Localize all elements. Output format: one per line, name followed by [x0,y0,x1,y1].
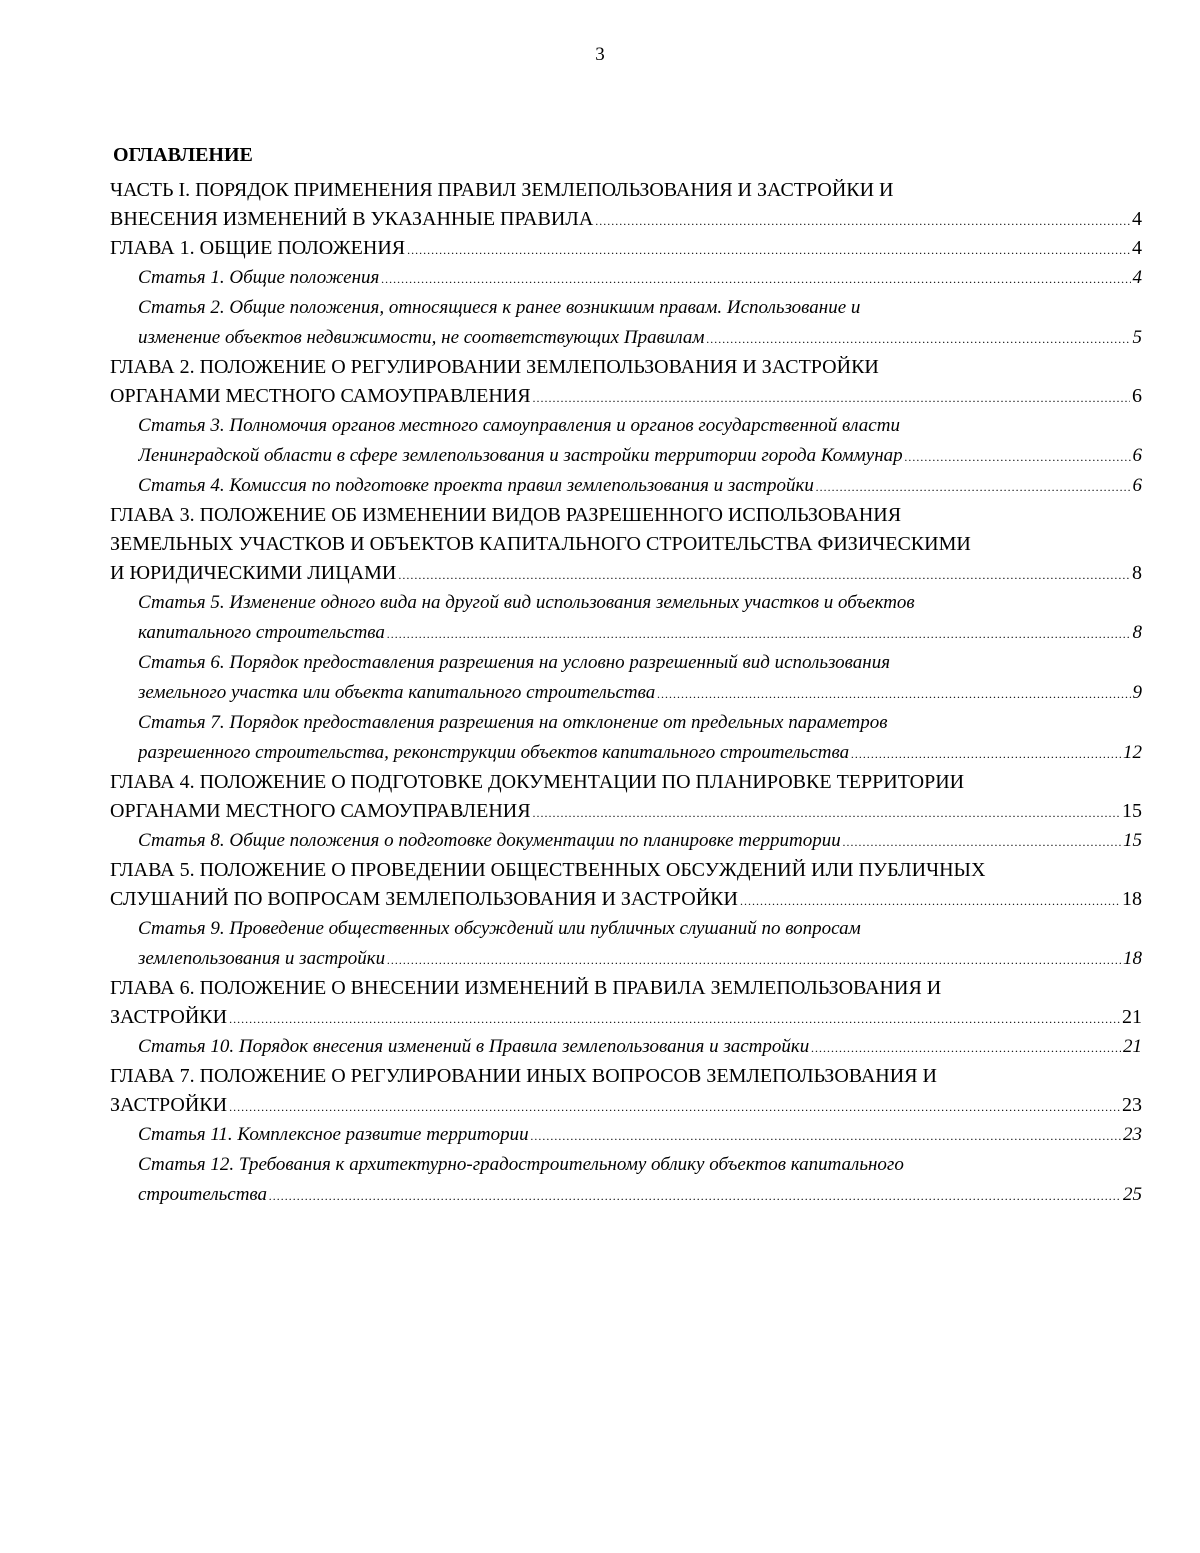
toc-entry-article[interactable] [110,471,1142,501]
toc-entry-page: 21 [1122,1006,1142,1028]
dot-leader [398,561,1130,588]
toc-entry-page: 21 [1123,1036,1142,1057]
toc-entry-line [138,441,1142,471]
toc-entry-line [138,263,1142,293]
toc-entry-page: 15 [1122,800,1142,822]
toc-entry-line [138,1032,1142,1062]
dot-leader [387,945,1121,974]
toc-title: ОГЛАВЛЕНИЕ [113,144,253,166]
page-number: 3 [595,44,605,65]
dot-leader [843,827,1121,856]
dot-leader [851,739,1121,768]
toc-entry-page: 18 [1122,888,1142,910]
toc-entry-text: изменение объектов недвижимости, не соответствующих Правилам [138,327,705,348]
toc-entry-page: 15 [1123,830,1142,851]
toc-entry-text: Статья 10. Порядок внесения изменений в Правила землепользования и застройки [138,1036,810,1057]
toc-entry-text: ВНЕСЕНИЯ ИЗМЕНЕНИЙ В УКАЗАННЫЕ ПРАВИЛА [110,208,594,230]
toc-entry-text: земельного участка или объекта капитального строительства [138,682,656,703]
toc-entry-article[interactable] [110,914,1142,974]
toc-entry-line: ЗЕМЕЛЬНЫХ УЧАСТКОВ И ОБЪЕКТОВ КАПИТАЛЬНОГО СТРОИТЕЛЬСТВА ФИЗИЧЕСКИМИ [110,533,971,555]
toc-entry-text: ОРГАНАМИ МЕСТНОГО САМОУПРАВЛЕНИЯ [110,800,531,822]
toc-entry-page: 18 [1123,948,1142,969]
dot-leader [229,1093,1120,1120]
toc-entry-chapter[interactable] [110,768,1142,826]
toc-entry-line: Статья 7. Порядок предоставления разрешения на отклонение от предельных параметров [138,712,888,733]
toc-entry-line [110,559,1142,588]
toc-entry-article[interactable] [110,826,1142,856]
toc-entry-page: 4 [1132,267,1142,288]
toc-entry-text: ЗАСТРОЙКИ [110,1006,228,1028]
toc-entry-line [138,678,1142,708]
toc-entry-text: капитального строительства [138,622,385,643]
toc-entry-page: 25 [1123,1184,1142,1205]
toc-entry-line: ГЛАВА 5. ПОЛОЖЕНИЕ О ПРОВЕДЕНИИ ОБЩЕСТВЕННЫХ ОБСУЖДЕНИЙ ИЛИ ПУБЛИЧНЫХ [110,859,986,881]
toc-entry-text: СЛУШАНИЙ ПО ВОПРОСАМ ЗЕМЛЕПОЛЬЗОВАНИЯ И ЗАСТРОЙКИ [110,888,738,910]
toc-entry-line: Статья 3. Полномочия органов местного самоуправления и органов государственной власти [138,415,900,436]
toc-entry-line: Статья 9. Проведение общественных обсуждений или публичных слушаний по вопросам [138,918,861,939]
dot-leader [533,384,1130,411]
table-of-contents [110,176,1142,1210]
toc-entry-page: 6 [1132,475,1142,496]
toc-entry-page: 6 [1132,385,1142,407]
toc-entry-chapter[interactable] [110,176,1142,234]
toc-entry-line [138,323,1142,353]
toc-entry-chapter[interactable] [110,353,1142,411]
dot-leader [229,1005,1120,1032]
toc-entry-page: 4 [1132,237,1142,259]
dot-leader [387,619,1131,648]
dot-leader [706,324,1130,353]
toc-entry-chapter[interactable] [110,234,1142,263]
toc-entry-line [138,1180,1142,1210]
toc-entry-article[interactable] [110,411,1142,471]
toc-entry-line: Статья 12. Требования к архитектурно-градостроительному облику объектов капитального [138,1154,904,1175]
toc-entry-chapter[interactable] [110,856,1142,914]
toc-entry-line [138,826,1142,856]
toc-entry-line [110,1091,1142,1120]
toc-entry-page: 6 [1132,445,1142,466]
toc-entry-line [110,205,1142,234]
toc-entry-line [110,797,1142,826]
toc-entry-article[interactable] [110,1120,1142,1150]
toc-entry-line: Статья 6. Порядок предоставления разрешения на условно разрешенный вид использования [138,652,891,673]
toc-entry-line [138,944,1142,974]
toc-entry-text: Статья 4. Комиссия по подготовке проекта правил землепользования и застройки [138,475,814,496]
toc-entry-text: ЗАСТРОЙКИ [110,1094,228,1116]
dot-leader [533,799,1120,826]
toc-entry-line [138,1120,1142,1150]
toc-entry-line: ЧАСТЬ I. ПОРЯДОК ПРИМЕНЕНИЯ ПРАВИЛ ЗЕМЛЕПОЛЬЗОВАНИЯ И ЗАСТРОЙКИ И [110,179,894,201]
toc-entry-article[interactable] [110,293,1142,353]
toc-entry-page: 8 [1132,622,1142,643]
toc-entry-text: разрешенного строительства, реконструкции объектов капитального строительства [138,742,850,763]
toc-entry-line: Статья 5. Изменение одного вида на другой вид использования земельных участков и объектов [138,592,915,613]
toc-entry-line: ГЛАВА 3. ПОЛОЖЕНИЕ ОБ ИЗМЕНЕНИИ ВИДОВ РАЗРЕШЕННОГО ИСПОЛЬЗОВАНИЯ [110,504,902,526]
toc-entry-text: Статья 8. Общие положения о подготовке документации по планировке территории [138,830,841,851]
toc-entry-page: 12 [1123,742,1142,763]
toc-entry-page: 23 [1123,1124,1142,1145]
toc-entry-line: ГЛАВА 4. ПОЛОЖЕНИЕ О ПОДГОТОВКЕ ДОКУМЕНТАЦИИ ПО ПЛАНИРОВКЕ ТЕРРИТОРИИ [110,771,965,793]
toc-entry-line: ГЛАВА 7. ПОЛОЖЕНИЕ О РЕГУЛИРОВАНИИ ИНЫХ ВОПРОСОВ ЗЕМЛЕПОЛЬЗОВАНИЯ И [110,1065,937,1087]
toc-entry-text: Статья 11. Комплексное развитие территории [138,1124,529,1145]
toc-entry-chapter[interactable] [110,501,1142,588]
toc-entry-line [138,618,1142,648]
toc-entry-page: 9 [1132,682,1142,703]
dot-leader [811,1033,1121,1062]
toc-entry-chapter[interactable] [110,1062,1142,1120]
dot-leader [595,207,1130,234]
toc-entry-article[interactable] [110,263,1142,293]
toc-entry-page: 23 [1122,1094,1142,1116]
toc-entry-text: ОРГАНАМИ МЕСТНОГО САМОУПРАВЛЕНИЯ [110,385,531,407]
toc-entry-chapter[interactable] [110,974,1142,1032]
toc-entry-text: ГЛАВА 1. ОБЩИЕ ПОЛОЖЕНИЯ [110,237,406,259]
dot-leader [657,679,1130,708]
dot-leader [740,887,1120,914]
toc-entry-article[interactable] [110,648,1142,708]
dot-leader [269,1181,1121,1210]
toc-entry-line [110,382,1142,411]
toc-entry-text: Ленинградской области в сфере землепользования и застройки территории города Коммунар [138,445,903,466]
toc-entry-page: 8 [1132,562,1142,584]
toc-entry-article[interactable] [110,1032,1142,1062]
toc-entry-text: Статья 1. Общие положения [138,267,380,288]
toc-entry-page: 4 [1132,208,1142,230]
toc-entry-text: И ЮРИДИЧЕСКИМИ ЛИЦАМИ [110,562,397,584]
toc-entry-text: строительства [138,1184,268,1205]
toc-entry-line [110,885,1142,914]
toc-entry-article[interactable] [110,588,1142,648]
toc-entry-text: землепользования и застройки [138,948,386,969]
toc-entry-page: 5 [1132,327,1142,348]
dot-leader [381,264,1130,293]
dot-leader [407,236,1130,263]
toc-entry-line [138,738,1142,768]
dot-leader [905,442,1131,471]
toc-entry-line [110,1003,1142,1032]
toc-entry-line [138,471,1142,501]
toc-entry-line: Статья 2. Общие положения, относящиеся к ранее возникшим правам. Использование и [138,297,861,318]
toc-entry-line: ГЛАВА 6. ПОЛОЖЕНИЕ О ВНЕСЕНИИ ИЗМЕНЕНИЙ В ПРАВИЛА ЗЕМЛЕПОЛЬЗОВАНИЯ И [110,977,942,999]
toc-entry-line [110,234,1142,263]
dot-leader [816,472,1131,501]
toc-entry-article[interactable] [110,1150,1142,1210]
toc-entry-article[interactable] [110,708,1142,768]
dot-leader [531,1121,1121,1150]
toc-entry-line: ГЛАВА 2. ПОЛОЖЕНИЕ О РЕГУЛИРОВАНИИ ЗЕМЛЕПОЛЬЗОВАНИЯ И ЗАСТРОЙКИ [110,356,879,378]
